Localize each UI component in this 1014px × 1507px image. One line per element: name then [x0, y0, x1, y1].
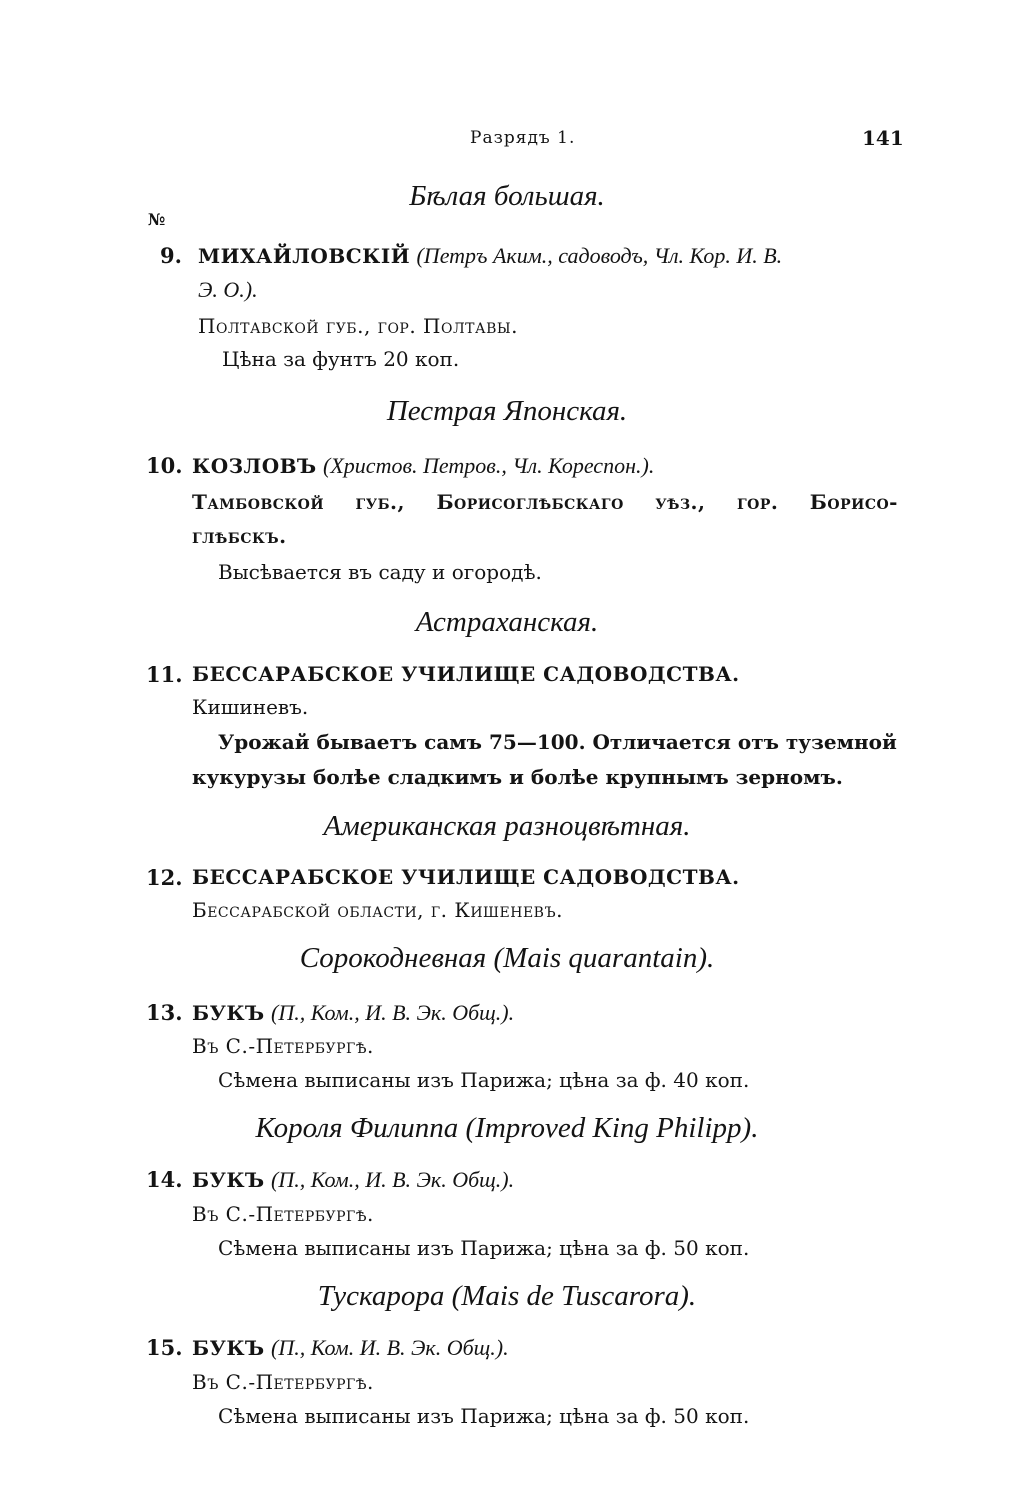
location-part: губ., [355, 490, 405, 514]
entry-location: Бессарабской области, г. Кишеневъ. [192, 898, 563, 922]
entry-number: 15. [146, 1335, 183, 1360]
entry-number: 12. [146, 865, 183, 890]
entry-first-line [192, 1335, 509, 1361]
entry-location: Полтавской губ., гор. Полтавы. [198, 314, 519, 338]
location-part: гор. [736, 490, 779, 514]
entry-note: Сѣмена выписаны изъ Парижа; цѣна за ф. 50 коп. [218, 1404, 750, 1428]
entry-number: 9. [160, 243, 182, 268]
entry-number: 11. [146, 662, 183, 687]
entry-number: 14. [146, 1167, 183, 1192]
entry-first-line [192, 1000, 514, 1026]
exhibitor-name: МИХАЙЛОВСКІЙ [198, 244, 411, 268]
exhibitor-description-cont: Э. О.). [198, 277, 258, 302]
variety-heading: Пестрая Японская. [386, 395, 628, 427]
entry-location: Въ С.-Петербургѣ. [192, 1034, 374, 1058]
numero-sign: № [148, 210, 166, 229]
location-part: Борисоглѣбскаго [436, 490, 624, 514]
variety-heading: Тускарора (Mais de Tuscarora). [317, 1280, 697, 1312]
entry-note-cont: кукурузы болѣе сладкимъ и болѣе крупнымъ зерномъ. [192, 765, 843, 789]
variety-heading: Астраханская. [415, 606, 599, 638]
entry-first-line [192, 1167, 514, 1193]
exhibitor-name: БУКЪ [192, 1168, 265, 1192]
entry-note: Цѣна за фунтъ 20 коп. [222, 347, 460, 371]
entry-number: 10. [146, 453, 183, 478]
location-part: уѣз., [655, 490, 706, 514]
entry-location [192, 490, 898, 514]
entry-location-cont: глѣбскъ. [192, 524, 287, 548]
entry-first-line [192, 453, 654, 479]
exhibitor-description: (Христов. Петров., Чл. Кореспон.). [323, 453, 655, 478]
entry-location: Въ С.-Петербургѣ. [192, 1202, 374, 1226]
exhibitor-description: (П., Ком., И. В. Эк. Общ.). [271, 1167, 515, 1192]
variety-heading: Сорокодневная (Mais quarantain). [299, 942, 715, 974]
exhibitor-description: (Петръ Аким., садоводъ, Чл. Кор. И. В. [416, 243, 783, 268]
entry-location: Въ С.-Петербургѣ. [192, 1370, 374, 1394]
exhibitor-name: БЕССАРАБСКОЕ УЧИЛИЩЕ САДОВОДСТВА. [192, 865, 740, 889]
entry-number: 13. [146, 1000, 183, 1025]
exhibitor-name: БЕССАРАБСКОЕ УЧИЛИЩЕ САДОВОДСТВА. [192, 662, 740, 686]
exhibitor-name: БУКЪ [192, 1336, 265, 1360]
exhibitor-name: КОЗЛОВЪ [192, 454, 317, 478]
exhibitor-name: БУКЪ [192, 1001, 265, 1025]
variety-heading: Американская разноцвѣтная. [323, 810, 691, 842]
page-number: 141 [862, 126, 904, 150]
entry-location: Кишиневъ. [192, 695, 309, 719]
entry-note: Сѣмена выписаны изъ Парижа; цѣна за ф. 50 коп. [218, 1236, 750, 1260]
exhibitor-description: (П., Ком. И. В. Эк. Общ.). [271, 1335, 509, 1360]
running-header-section: Разрядъ 1. [470, 128, 576, 148]
exhibitor-description: (П., Ком., И. В. Эк. Общ.). [271, 1000, 515, 1025]
location-part: Тамбовской [192, 490, 325, 514]
entry-first-line [198, 243, 782, 269]
entry-note: Высѣвается въ саду и огородѣ. [218, 560, 542, 584]
entry-note: Сѣмена выписаны изъ Парижа; цѣна за ф. 40 коп. [218, 1068, 750, 1092]
location-part: Борисо- [809, 490, 898, 514]
entry-note: Урожай бываетъ самъ 75—100. Отличается отъ туземной [218, 730, 897, 754]
variety-heading: Бѣлая большая. [409, 180, 605, 212]
variety-heading: Короля Филиппа (Improved King Philipp). [255, 1112, 759, 1144]
